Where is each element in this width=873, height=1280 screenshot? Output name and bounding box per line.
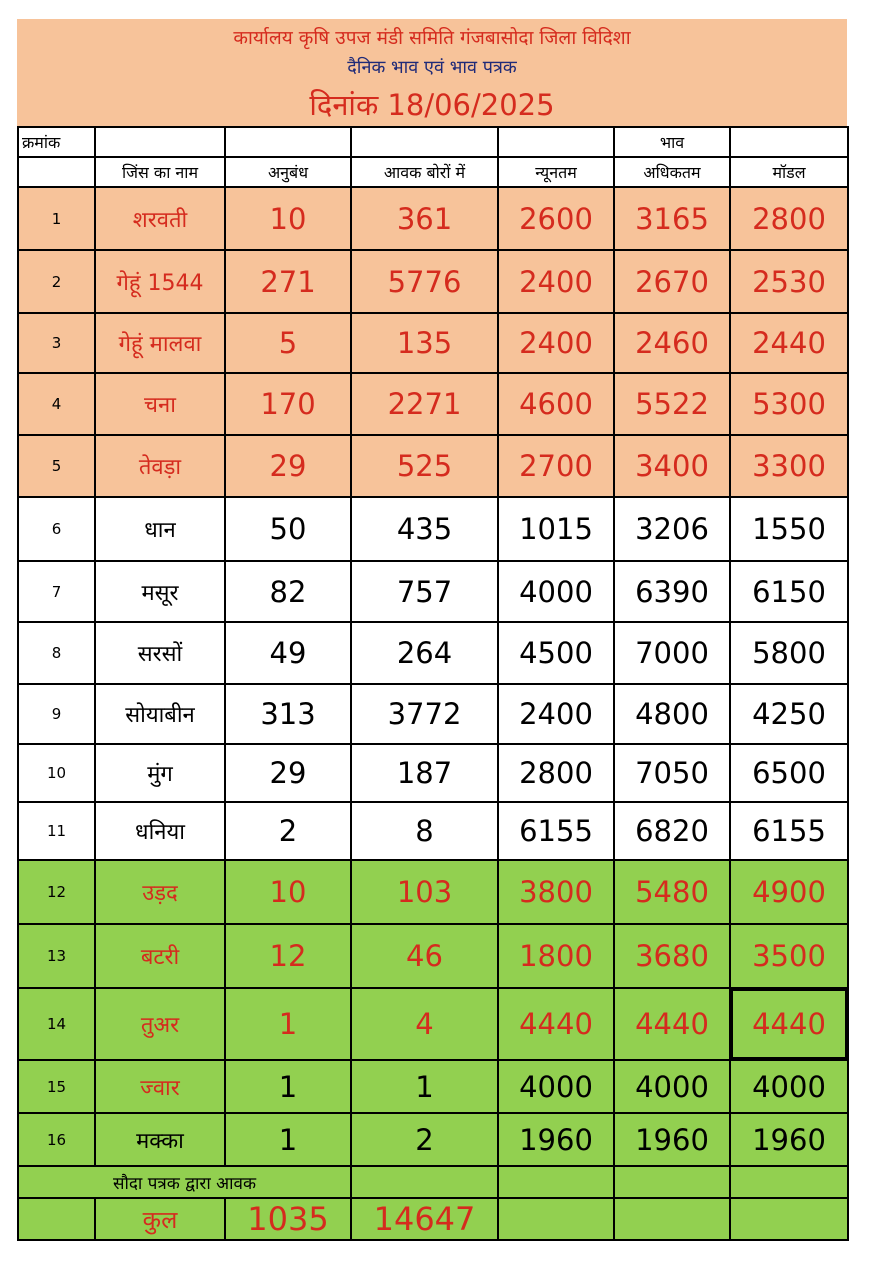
col-serial-header: क्रमांक xyxy=(18,127,95,157)
min-price: 4440 xyxy=(498,988,614,1060)
modal-price: 1550 xyxy=(730,497,848,561)
modal-price: 4440 xyxy=(730,988,848,1060)
commodity-name: तेवड़ा xyxy=(95,435,225,497)
contract-cell: 5 xyxy=(225,313,351,373)
arrival-cell: 1 xyxy=(351,1060,498,1113)
serial-cell: 9 xyxy=(18,684,95,744)
commodity-name: गेहूं 1544 xyxy=(95,250,225,313)
min-price: 2800 xyxy=(498,744,614,802)
modal-price: 4250 xyxy=(730,684,848,744)
serial-cell: 16 xyxy=(18,1113,95,1166)
contract-cell: 1 xyxy=(225,1113,351,1166)
serial-cell: 5 xyxy=(18,435,95,497)
max-price: 6390 xyxy=(614,561,730,622)
arrival-cell: 525 xyxy=(351,435,498,497)
max-price: 3206 xyxy=(614,497,730,561)
arrival-cell: 361 xyxy=(351,187,498,250)
arrival-cell: 187 xyxy=(351,744,498,802)
max-price: 7000 xyxy=(614,622,730,684)
contract-cell: 12 xyxy=(225,924,351,988)
table-row xyxy=(18,373,848,435)
office-title: कार्यालय कृषि उपज मंडी समिति गंजबासोदा जिला विदिशा xyxy=(233,27,631,49)
arrival-cell: 2 xyxy=(351,1113,498,1166)
max-price: 1960 xyxy=(614,1113,730,1166)
min-price: 1800 xyxy=(498,924,614,988)
commodity-name: सोयाबीन xyxy=(95,684,225,744)
modal-price: 2530 xyxy=(730,250,848,313)
contract-cell: 82 xyxy=(225,561,351,622)
total-label: कुल xyxy=(95,1198,225,1240)
header-row-2 xyxy=(18,157,848,187)
modal-price: 2440 xyxy=(730,313,848,373)
serial-cell: 8 xyxy=(18,622,95,684)
table-row xyxy=(18,561,848,622)
table-row xyxy=(18,250,848,313)
arrival-cell: 103 xyxy=(351,860,498,924)
table-row xyxy=(18,1113,848,1166)
arrival-cell: 3772 xyxy=(351,684,498,744)
serial-cell: 10 xyxy=(18,744,95,802)
min-price: 4500 xyxy=(498,622,614,684)
max-price: 4000 xyxy=(614,1060,730,1113)
max-price: 3680 xyxy=(614,924,730,988)
table-row xyxy=(18,924,848,988)
commodity-name: गेहूं मालवा xyxy=(95,313,225,373)
contract-cell: 49 xyxy=(225,622,351,684)
total-contract: 1035 xyxy=(225,1198,351,1240)
header-row-1 xyxy=(18,127,848,157)
max-price: 2670 xyxy=(614,250,730,313)
min-price: 2400 xyxy=(498,250,614,313)
min-price: 6155 xyxy=(498,802,614,860)
min-price: 2600 xyxy=(498,187,614,250)
slip-label: सौदा पत्रक द्वारा आवक xyxy=(18,1166,351,1198)
max-price: 5522 xyxy=(614,373,730,435)
commodity-name: मुंग xyxy=(95,744,225,802)
table-row xyxy=(18,802,848,860)
arrival-cell: 264 xyxy=(351,622,498,684)
commodity-name: मसूर xyxy=(95,561,225,622)
serial-cell: 2 xyxy=(18,250,95,313)
price-table xyxy=(17,126,849,1241)
max-price: 2460 xyxy=(614,313,730,373)
serial-cell: 7 xyxy=(18,561,95,622)
arrival-cell: 8 xyxy=(351,802,498,860)
serial-cell: 15 xyxy=(18,1060,95,1113)
contract-cell: 29 xyxy=(225,744,351,802)
min-price: 2400 xyxy=(498,313,614,373)
commodity-name: बटरी xyxy=(95,924,225,988)
serial-cell: 3 xyxy=(18,313,95,373)
table-row xyxy=(18,860,848,924)
sheet-subtitle: दैनिक भाव एवं भाव पत्रक xyxy=(347,57,517,78)
table-row xyxy=(18,187,848,250)
table-row xyxy=(18,435,848,497)
commodity-name: शरवती xyxy=(95,187,225,250)
col-contract-header: अनुबंध xyxy=(225,157,351,187)
min-price: 1960 xyxy=(498,1113,614,1166)
table-row xyxy=(18,744,848,802)
commodity-name: मक्का xyxy=(95,1113,225,1166)
commodity-name: धनिया xyxy=(95,802,225,860)
table-row xyxy=(18,988,848,1060)
max-price: 5480 xyxy=(614,860,730,924)
modal-price: 4000 xyxy=(730,1060,848,1113)
contract-cell: 1 xyxy=(225,1060,351,1113)
arrival-cell: 2271 xyxy=(351,373,498,435)
commodity-name: चना xyxy=(95,373,225,435)
sheet-header xyxy=(17,19,847,126)
modal-price: 1960 xyxy=(730,1113,848,1166)
min-price: 4000 xyxy=(498,1060,614,1113)
commodity-name: उड़द xyxy=(95,860,225,924)
table-row xyxy=(18,684,848,744)
contract-cell: 10 xyxy=(225,187,351,250)
commodity-name: सरसों xyxy=(95,622,225,684)
contract-cell: 2 xyxy=(225,802,351,860)
table-row xyxy=(18,497,848,561)
modal-price: 6155 xyxy=(730,802,848,860)
min-price: 3800 xyxy=(498,860,614,924)
footer-total-row xyxy=(18,1198,848,1240)
serial-cell: 13 xyxy=(18,924,95,988)
modal-price: 5800 xyxy=(730,622,848,684)
contract-cell: 313 xyxy=(225,684,351,744)
modal-price: 2800 xyxy=(730,187,848,250)
modal-price: 6150 xyxy=(730,561,848,622)
footer-slip-row xyxy=(18,1166,848,1198)
min-price: 4600 xyxy=(498,373,614,435)
total-arrival: 14647 xyxy=(351,1198,498,1240)
min-price: 2700 xyxy=(498,435,614,497)
max-price: 3400 xyxy=(614,435,730,497)
max-price: 4440 xyxy=(614,988,730,1060)
max-price: 7050 xyxy=(614,744,730,802)
arrival-cell: 135 xyxy=(351,313,498,373)
serial-cell: 11 xyxy=(18,802,95,860)
modal-price: 3300 xyxy=(730,435,848,497)
col-min-header: न्यूनतम xyxy=(498,157,614,187)
serial-cell: 6 xyxy=(18,497,95,561)
rate-sheet xyxy=(17,19,847,1241)
arrival-cell: 46 xyxy=(351,924,498,988)
modal-price: 6500 xyxy=(730,744,848,802)
contract-cell: 50 xyxy=(225,497,351,561)
col-arrival-header: आवक बोरों में xyxy=(351,157,498,187)
min-price: 2400 xyxy=(498,684,614,744)
max-price: 4800 xyxy=(614,684,730,744)
commodity-name: तुअर xyxy=(95,988,225,1060)
commodity-name: ज्वार xyxy=(95,1060,225,1113)
contract-cell: 170 xyxy=(225,373,351,435)
min-price: 4000 xyxy=(498,561,614,622)
contract-cell: 29 xyxy=(225,435,351,497)
commodity-name: धान xyxy=(95,497,225,561)
max-price: 6820 xyxy=(614,802,730,860)
col-price-group-header: भाव xyxy=(614,127,730,157)
arrival-cell: 5776 xyxy=(351,250,498,313)
serial-cell: 12 xyxy=(18,860,95,924)
arrival-cell: 435 xyxy=(351,497,498,561)
table-row xyxy=(18,313,848,373)
table-row xyxy=(18,1060,848,1113)
arrival-cell: 4 xyxy=(351,988,498,1060)
contract-cell: 271 xyxy=(225,250,351,313)
table-row xyxy=(18,622,848,684)
modal-price: 4900 xyxy=(730,860,848,924)
serial-cell: 4 xyxy=(18,373,95,435)
contract-cell: 10 xyxy=(225,860,351,924)
modal-price: 5300 xyxy=(730,373,848,435)
col-modal-header: मॉडल xyxy=(730,157,848,187)
serial-cell: 1 xyxy=(18,187,95,250)
contract-cell: 1 xyxy=(225,988,351,1060)
modal-price: 3500 xyxy=(730,924,848,988)
max-price: 3165 xyxy=(614,187,730,250)
col-name-header: जिंस का नाम xyxy=(95,157,225,187)
serial-cell: 14 xyxy=(18,988,95,1060)
arrival-cell: 757 xyxy=(351,561,498,622)
date-label: दिनांक 18/06/2025 xyxy=(309,88,555,122)
min-price: 1015 xyxy=(498,497,614,561)
col-max-header: अधिकतम xyxy=(614,157,730,187)
